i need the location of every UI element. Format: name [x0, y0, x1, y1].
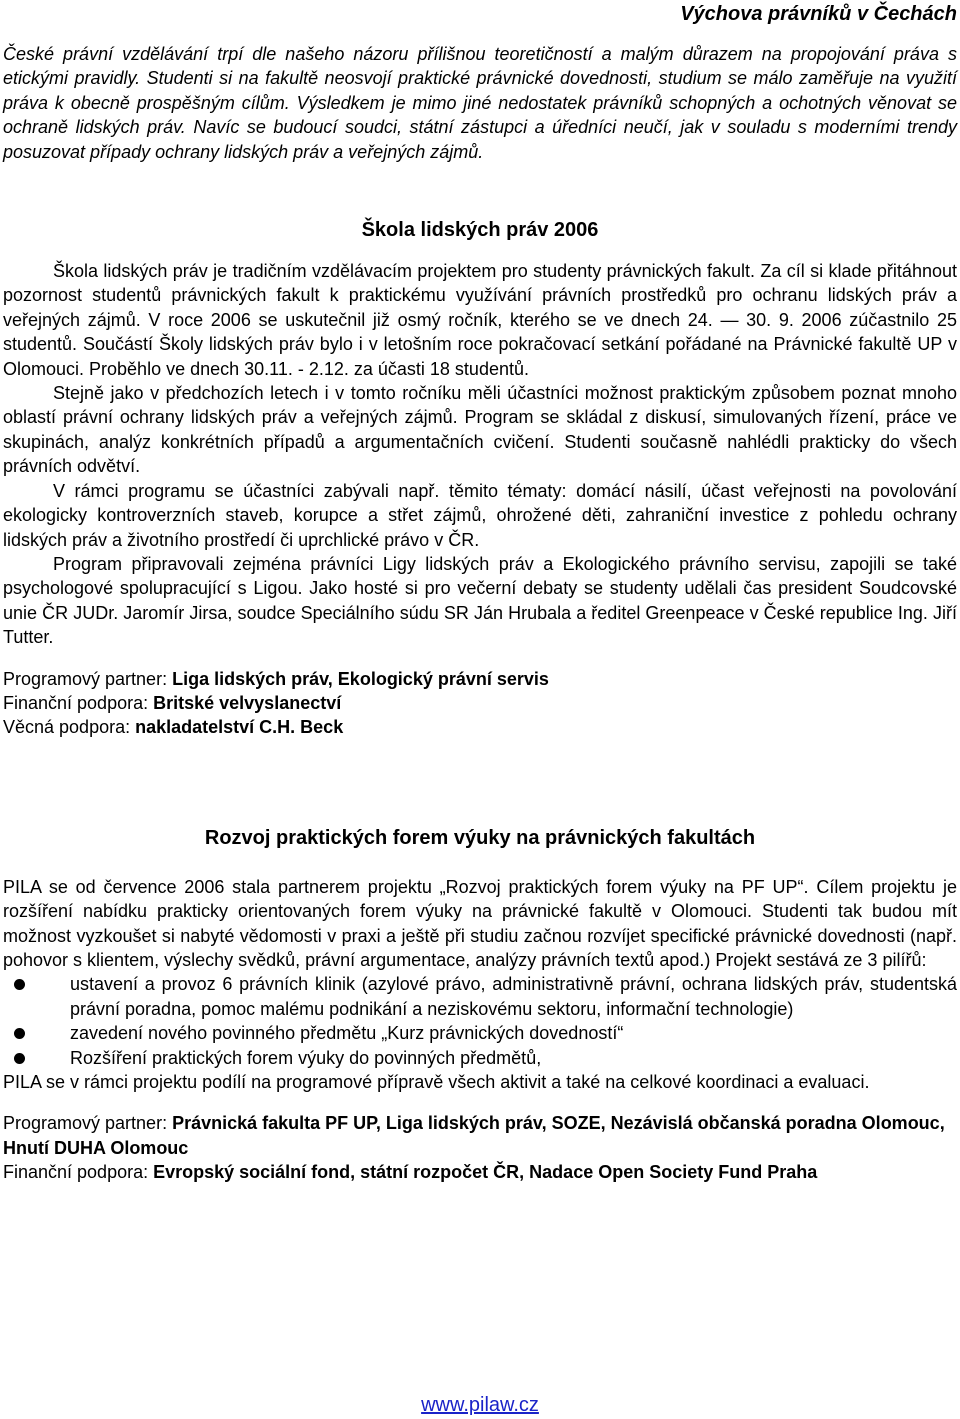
- hrs-financial-support: [3, 691, 957, 715]
- page-footer: [0, 1392, 960, 1418]
- pt-finance-label: Finanční podpora:: [3, 1162, 154, 1183]
- pt-finance-value: Evropský sociální fond, státní rozpočet ČR, Nadace Open Society Fund Praha: [153, 1162, 818, 1183]
- hrs-partner-label: Programový partner:: [3, 668, 173, 689]
- heading-practical-teaching: Rozvoj praktických forem výuky na právnických fakultách: [204, 826, 756, 849]
- hrs-paragraph-3: V rámci programu se účastníci zabývali např. těmito tématy: domácí násilí, účast veřejnosti na povolování ekologicky kontroverzních staveb, korupce a střet zájmů, ohrožené děti, zahraniční investice z pohledu ochrany lidských práv a životního prostředí či uprchlické právo v ČR.: [3, 480, 957, 550]
- hrs-paragraph-4: Program připravovali zejména právníci Ligy lidských práv a Ekologického právního servisu, zapojili se také psychologové spolupracující s Ligou. Jako hosté si pro večerní debaty se studenty udělali čas president Soudcovské unie ČR JUDr. Jaromír Jirsa, soudce Speciálního súdu SR Ján Hrubala a ředitel Greenpeace v České republice Ing. Jiří Tutter.: [3, 553, 957, 648]
- heading-human-rights-school: Škola lidských práv 2006: [361, 219, 599, 242]
- pillar-text: ustavení a provoz 6 právních klinik (azylové právo, administrativně právní, ochrana lidských práv, studentská právní poradna, pomoc malému podnikání a neziskovému sektoru, informační technologie): [70, 974, 957, 1019]
- practical-teaching-outro: PILA se v rámci projektu podílí na programové přípravě všech aktivit a také na celkové koordinaci a evaluaci.: [3, 1072, 870, 1092]
- hrs-program-partner: [3, 667, 957, 691]
- hrs-finance-value: Britské velvyslanectví: [153, 692, 342, 713]
- pillars-list: [3, 972, 957, 1070]
- bullet-icon: [14, 1028, 25, 1039]
- hrs-paragraph-1: Škola lidských práv je tradičním vzdělávacím projektem pro studenty právnických fakult. Za cíl si klade přitáhnout pozornost studentů právnických fakult k praktickému využívání právních prostředků pro ochranu lidských práv a veřejných zájmů. V roce 2006 se uskutečnil již osmý ročník, kterého se ve dnech 24. — 30. 9. 2006 zúčastnilo 25 studentů. Součástí Školy lidských práv bylo i v letošním roce pokračovací setkání pořádané na Právnické fakultě UP v Olomouci. Proběhlo ve dnech 30.11. - 2.12. za účasti 18 studentů.: [3, 261, 957, 379]
- bullet-icon: [14, 979, 25, 990]
- practical-teaching-intro: PILA se od července 2006 stala partnerem projektu „Rozvoj praktických forem výuky na PF UP“. Cílem projektu je rozšíření nabídku prakticky orientovaných forem výuky na právnické fakultě v Olomouci. Studenti tak budou mít možnost vyzkoušet si nabyté vědomosti v praxi a ještě při studiu začnou rozvíjet specifické právnické dovednosti (např. pohovor s klientem, výslechy svědků, právní argumentace, analýzy právních textů apod.) Projekt sestává ze 3 pilířů:: [3, 876, 957, 970]
- list-item: [3, 1046, 957, 1070]
- hrs-material-support: [3, 715, 957, 739]
- pt-partner-value: Právnická fakulta PF UP, Liga lidských práv, SOZE, Nezávislá občanská poradna Olomouc, Hnutí DUHA Olomouc: [3, 1113, 945, 1158]
- pillar-text: Rozšíření praktických forem výuky do povinných předmětů,: [70, 1047, 542, 1068]
- document-page: [3, 0, 957, 1185]
- pt-program-partner: [3, 1111, 957, 1160]
- section-title-legal-education: Výchova právníků v Čechách: [680, 3, 957, 25]
- bullet-icon: [14, 1053, 25, 1064]
- list-item: [3, 972, 957, 1021]
- hrs-material-label: Věcná podpora:: [3, 717, 136, 738]
- list-item: [3, 1021, 957, 1045]
- website-link[interactable]: www.pilaw.cz: [421, 1394, 539, 1416]
- pt-financial-support: [3, 1160, 957, 1184]
- hrs-partner-value: Liga lidských práv, Ekologický právní servis: [172, 668, 549, 689]
- hrs-material-value: nakladatelství C.H. Beck: [135, 717, 344, 738]
- pillar-text: zavedení nového povinného předmětu „Kurz právnických dovedností“: [70, 1023, 624, 1044]
- pt-partner-label: Programový partner:: [3, 1113, 173, 1134]
- hrs-finance-label: Finanční podpora:: [3, 692, 154, 713]
- hrs-paragraph-2: Stejně jako v předchozích letech i v tomto ročníku měli účastníci možnost praktickým způsobem poznat mnoho oblastí právní ochrany lidských práv a veřejných zájmů. Program se skládal z diskusí, simulovaných řízení, práce ve skupinách, analýz konkrétních případů a argumentačních cvičení. Studenti současně nahlédli prakticky do všech právních odvětví.: [3, 383, 957, 477]
- legal-education-paragraph: České právní vzdělávání trpí dle našeho názoru přílišnou teoretičností a malým důrazem na propojování práva s etickými pravidly. Studenti si na fakultě neosvojí praktické právnické dovednosti, studium se málo zaměřuje na využití práva k obecně prospěšným cílům. Výsledkem je mimo jiné nedostatek právníků schopných a ochotných věnovat se ochraně lidských práv. Navíc se budoucí soudci, státní zástupci a úředníci neučí, jak v souladu s moderními trendy posuzovat případy ochrany lidských práv a veřejných zájmů.: [3, 44, 957, 162]
